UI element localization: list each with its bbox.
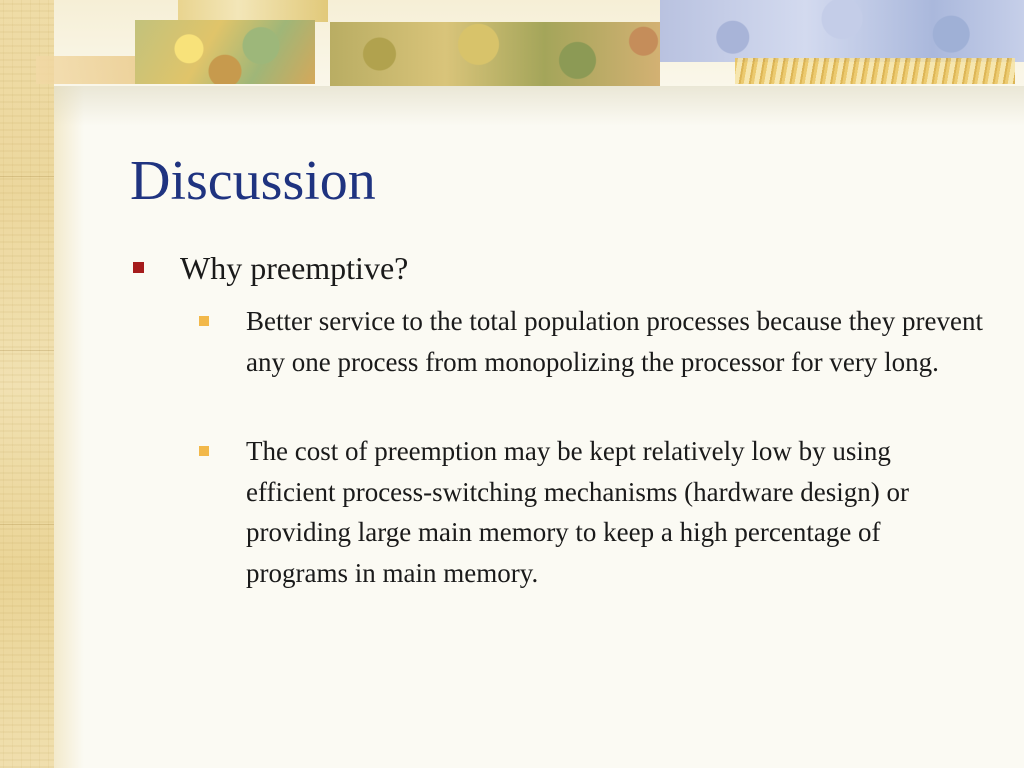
sub-bullet: [246, 301, 986, 382]
square-bullet-icon: [199, 316, 209, 326]
decorative-photo: [660, 0, 1024, 62]
decorative-photo: [178, 0, 328, 22]
square-bullet-icon: [133, 262, 144, 273]
decorative-photo: [135, 20, 315, 84]
sub-bullet: [246, 431, 986, 593]
decorative-photo: [330, 22, 660, 86]
sub-bullet-text: Better service to the total population processes because they prevent any one process from monopolizing the processor for very long.: [246, 306, 983, 377]
slide-title: Discussion: [130, 150, 376, 212]
top-band-shadow: [54, 86, 1024, 126]
left-texture-strip: [0, 0, 54, 768]
decorative-photo: [36, 56, 146, 84]
decorative-photo: [735, 58, 1015, 84]
sub-bullet-text: The cost of preemption may be kept relatively low by using efficient process-switching mechanisms (hardware design) or providing large main memory to keep a high percentage of programs in main memory.: [246, 436, 910, 588]
bullet-text: Why preemptive?: [180, 250, 409, 286]
square-bullet-icon: [199, 446, 209, 456]
